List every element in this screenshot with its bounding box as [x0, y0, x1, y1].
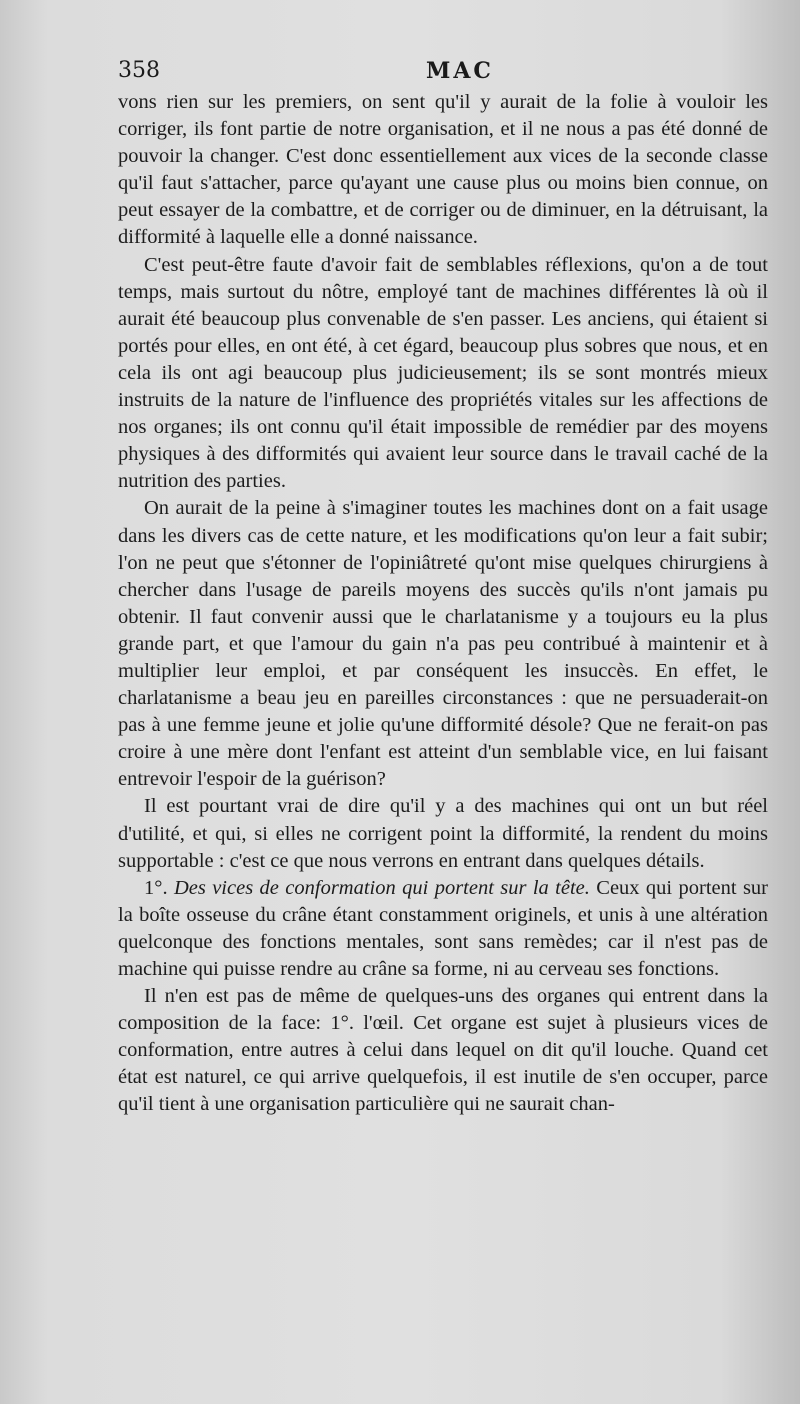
section-heading-italic: Des vices de conformation qui portent sur la tête.	[173, 876, 590, 899]
paragraph-4: Il est pourtant vrai de dire qu'il y a des machines qui ont un but réel d'utilité, et qui, si elles ne corrigent point la difformité, la rendent du moins supportable : c'est ce que nous verrons en entrant dans quelques détails.	[118, 795, 768, 872]
page-number: 358	[118, 58, 160, 83]
running-head: MAC	[426, 58, 494, 84]
paragraph-6: Il n'en est pas de même de quelques-uns des organes qui entrent dans la composition de la face: 1°. l'œil. Cet organe est sujet à plusieurs vices de conformation, entre autres à celui dans lequel on dit qu'il louche. Quand cet état est naturel, ce qui arrive quelquefois, il est inutile de s'en occuper, parce qu'il tient à une organisation particulière qui ne saurait chan-	[118, 985, 768, 1116]
paragraph-1: vons rien sur les premiers, on sent qu'il y aurait de la folie à vouloir les corriger, ils font partie de notre organisation, et il ne nous a pas été donné de pouvoir la changer. C'est donc essentiellement aux vices de la seconde classe qu'il faut s'attacher, parce qu'ayant une cause plus ou moins bien connue, on peut essayer de la combattre, et de corriger ou de diminuer, en la détruisant, la difformité à laquelle elle a donné naissance.	[118, 91, 768, 249]
paragraph-5-text: Ceux qui portent sur la boîte osseuse du crâne étant constamment originels, et unis à une altération quelconque des fonctions mentales, sont sans remèdes; car il n'est pas de machine qui puisse rendre au crâne sa forme, ni au cerveau ses fonctions.	[118, 876, 768, 980]
paragraph-2: C'est peut-être faute d'avoir fait de semblables réflexions, qu'on a de tout temps, mais surtout du nôtre, employé tant de machines différentes là où il aurait été beaucoup plus convenable de s'en passer. Les anciens, qui étaient si portés pour elles, en ont été, à cet égard, beaucoup plus sobres que nous, et en cela ils ont agi beaucoup plus judicieusement; ils se sont montrés mieux instruits de la nature de l'influence des propriétés vitales sur les affections de nos organes; ils ont connu qu'il était impossible de remédier par des moyens physiques à des difformités qui avaient leur source dans le travail caché de la nutrition des parties.	[118, 253, 768, 493]
section-number: 1°.	[144, 876, 174, 899]
page-header	[118, 58, 758, 90]
paragraph-3: On aurait de la peine à s'imaginer toutes les machines dont on a fait usage dans les divers cas de cette nature, et les modifications qu'on leur a fait subir; l'on ne peut que s'étonner de l'opiniâtreté qu'ont mise quelques chirurgiens à chercher dans l'usage de pareils moyens des succès qu'ils n'ont jamais pu obtenir. Il faut convenir aussi que le charlatanisme y a toujours eu la plus grande part, et que l'amour du gain n'a pas peu contribué à maintenir et à multiplier leur emploi, et par conséquent les insuccès. En effet, le charlatanisme a beau jeu en pareilles circonstances : que ne persuaderait-on pas à une femme jeune et jolie qu'une difformité désole? Que ne ferait-on pas croire à une mère dont l'enfant est atteint d'un semblable vice, en lui faisant entrevoir l'espoir de la guérison?	[118, 497, 768, 791]
body-text	[118, 89, 768, 1119]
paragraph-5	[118, 875, 768, 983]
